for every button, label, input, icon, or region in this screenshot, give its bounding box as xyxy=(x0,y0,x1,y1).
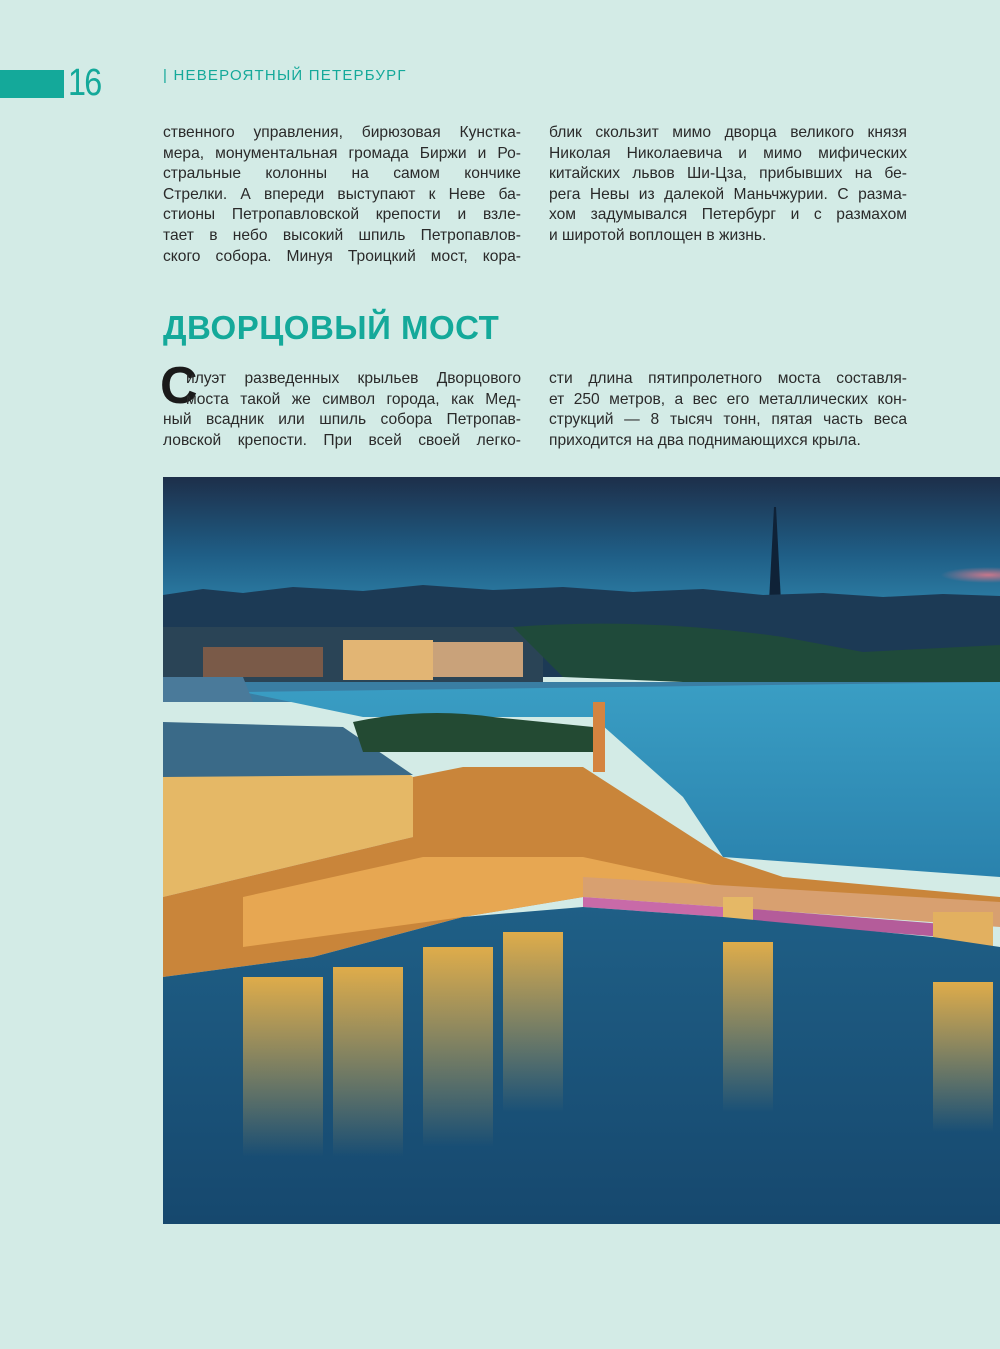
text-line: тает в небо высокий шпиль Петропавлов- xyxy=(163,226,521,244)
text-line: ловской крепости. При всей своей легко- xyxy=(163,431,521,449)
text-line: рега Невы из далекой Маньчжурии. С разма- xyxy=(549,185,907,203)
section-heading: ДВОРЦОВЫЙ МОСТ xyxy=(163,309,500,346)
text-line: ского собора. Минуя Троицкий мост, кора- xyxy=(163,247,521,265)
intro-column-right xyxy=(549,123,907,247)
text-line: приходится на два поднимающихся крыла. xyxy=(549,431,861,449)
section-column-right xyxy=(549,369,907,451)
text-line: илуэт разведенных крыльев Дворцового xyxy=(186,370,521,387)
drop-cap: С xyxy=(160,357,198,415)
text-line: ный всадник или шпиль собора Петропав- xyxy=(163,411,521,429)
text-line: Стрелки. А впереди выступают к Неве ба- xyxy=(163,185,521,203)
page-number: 16 xyxy=(68,62,101,104)
text-line: хом задумывался Петербург и с размахом xyxy=(549,206,907,224)
running-head: | НЕВЕРОЯТНЫЙ ПЕТЕРБУРГ xyxy=(163,67,407,84)
text-line: моста такой же символ города, как Мед- xyxy=(186,390,521,408)
text-line: Николая Николаевича и мимо мифических xyxy=(549,144,907,162)
page-tab-bar xyxy=(0,70,64,98)
section-column-left xyxy=(163,369,521,451)
text-line: стионы Петропавловской крепости и взле- xyxy=(163,206,521,224)
text-line: сти длина пятипролетного моста составля- xyxy=(549,370,907,387)
palace-bridge-photo xyxy=(163,477,1000,1224)
text-line: стральные колонны на самом кончике xyxy=(163,165,521,183)
text-line: ственного управления, бирюзовая Кунстка- xyxy=(163,124,521,141)
text-line: блик скользит мимо дворца великого князя xyxy=(549,124,907,141)
text-line: ет 250 метров, а вес его металлических кон- xyxy=(549,390,907,408)
text-line: струкций — 8 тысяч тонн, пятая часть веса xyxy=(549,411,907,429)
text-line: и широтой воплощен в жизнь. xyxy=(549,226,767,244)
intro-column-left xyxy=(163,123,521,267)
text-line: мера, монументальная громада Биржи и Ро- xyxy=(163,144,521,162)
text-line: китайских львов Ши-Цза, прибывших на бе- xyxy=(549,165,907,183)
